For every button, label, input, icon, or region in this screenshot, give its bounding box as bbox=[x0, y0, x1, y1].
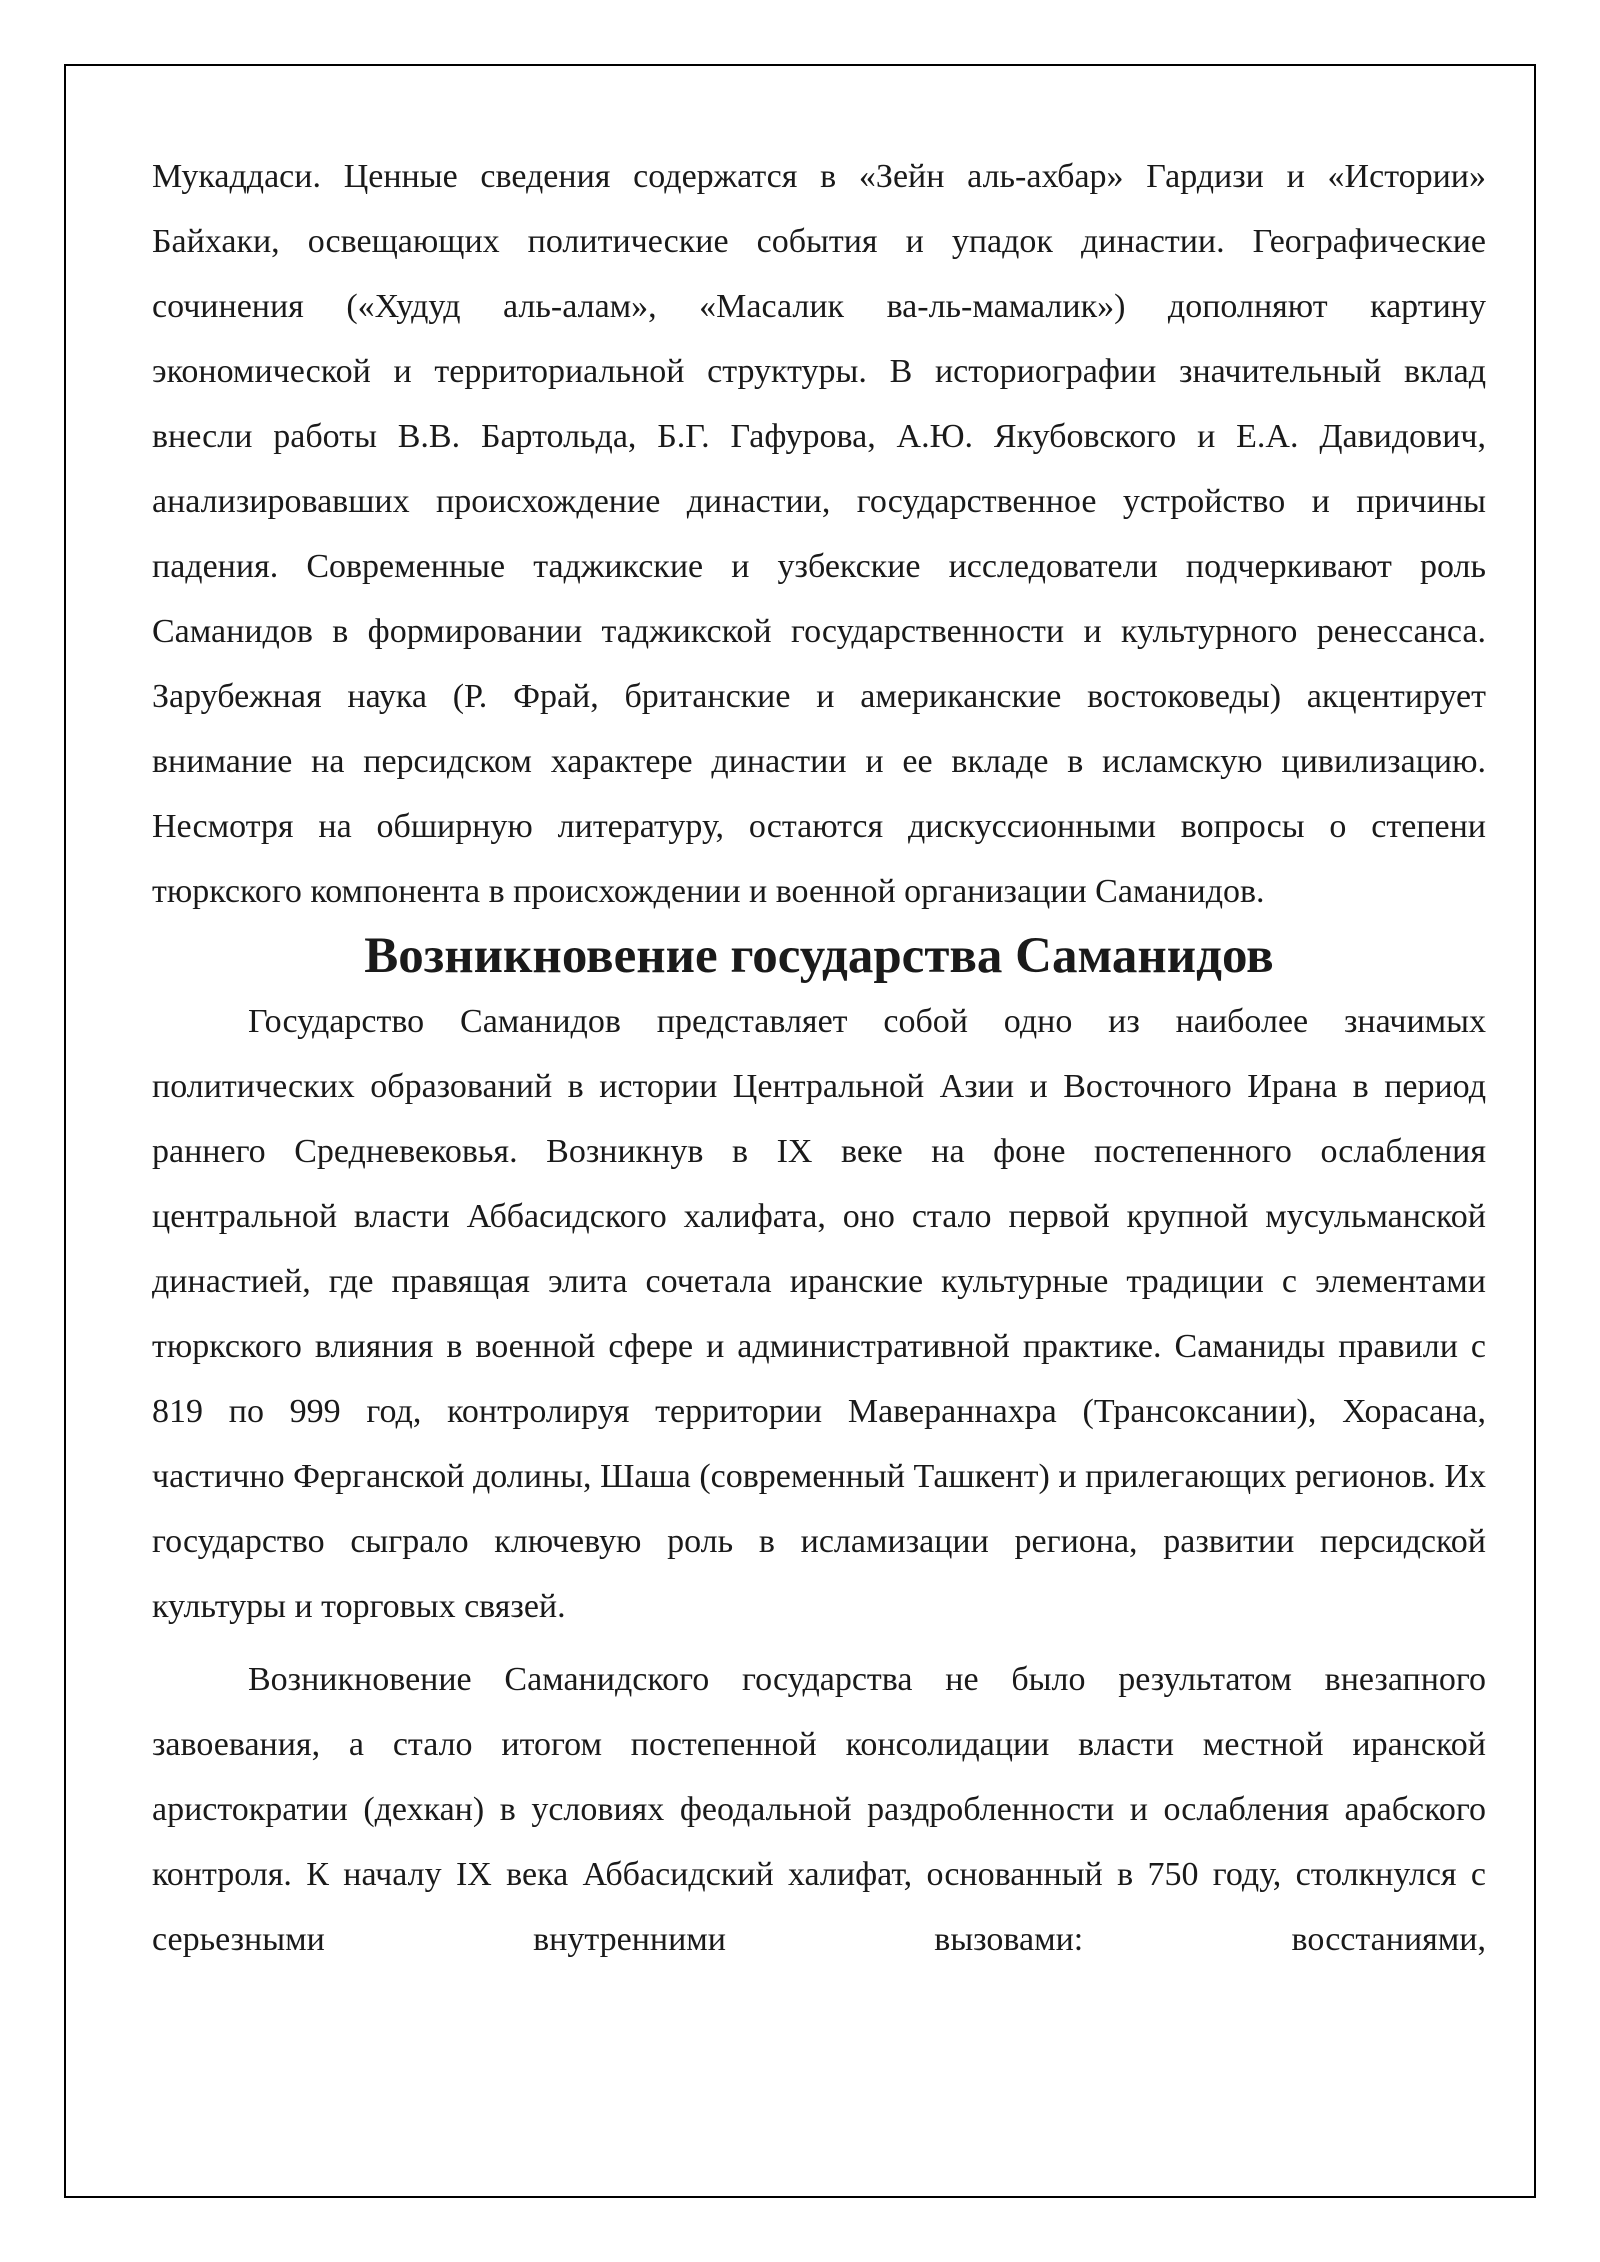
section-heading: Возникновение государства Саманидов bbox=[364, 928, 1274, 984]
paragraph-samanid-state-overview: Государство Саманидов представляет собой одно из наиболее значимых политических образований в истории Центральной Азии и Восточного Ирана в период раннего Средневековья. Возникнув в IX веке на фоне постепенного ослабления центральной власти Аббасидского халифата, оно стало первой крупной мусульманской династией, где правящая элита сочетала иранские культурные традиции с элементами тюркского влияния в военной сфере и административной практике. Саманиды правили с 819 по 999 год, контролируя территории Мавераннахра (Трансоксании), Хорасана, частично Ферганской долины, Шаша (современный Ташкент) и прилегающих регионов. Их государство сыграло ключевую роль в исламизации региона, развитии персидской культуры и торговых связей. bbox=[152, 1003, 1486, 1625]
paragraph-samanid-state-origins: Возникновение Саманидского государства не было результатом внезапного завоевания, а стало итогом постепенной консолидации власти местной иранской аристократии (дехкан) в условиях феодальной раздробленности и ослабления арабского контроля. К началу IX века Аббасидский халифат, основанный в 750 году, столкнулся с серьезными внутренними вызовами: восстаниями, bbox=[152, 1661, 1486, 1958]
document-body bbox=[152, 144, 1486, 1972]
paragraph-historiography: Мукаддаси. Ценные сведения содержатся в «Зейн аль-ахбар» Гардизи и «Истории» Байхаки, освещающих политические события и упадок династии. Географические сочинения («Худуд аль-алам», «Масалик ва-ль-мамалик») дополняют картину экономической и территориальной структуры. В историографии значительный вклад внесли работы В.В. Бартольда, Б.Г. Гафурова, А.Ю. Якубовского и Е.А. Давидович, анализировавших происхождение династии, государственное устройство и причины падения. Современные таджикские и узбекские исследователи подчеркивают роль Саманидов в формировании таджикской государственности и культурного ренессанса. Зарубежная наука (Р. Фрай, британские и американские востоковеды) акцентирует внимание на персидском характере династии и ее вкладе в исламскую цивилизацию. Несмотря на обширную литературу, остаются дискуссионными вопросы о степени тюркского компонента в происхождении и военной организации Саманидов. bbox=[152, 158, 1486, 910]
